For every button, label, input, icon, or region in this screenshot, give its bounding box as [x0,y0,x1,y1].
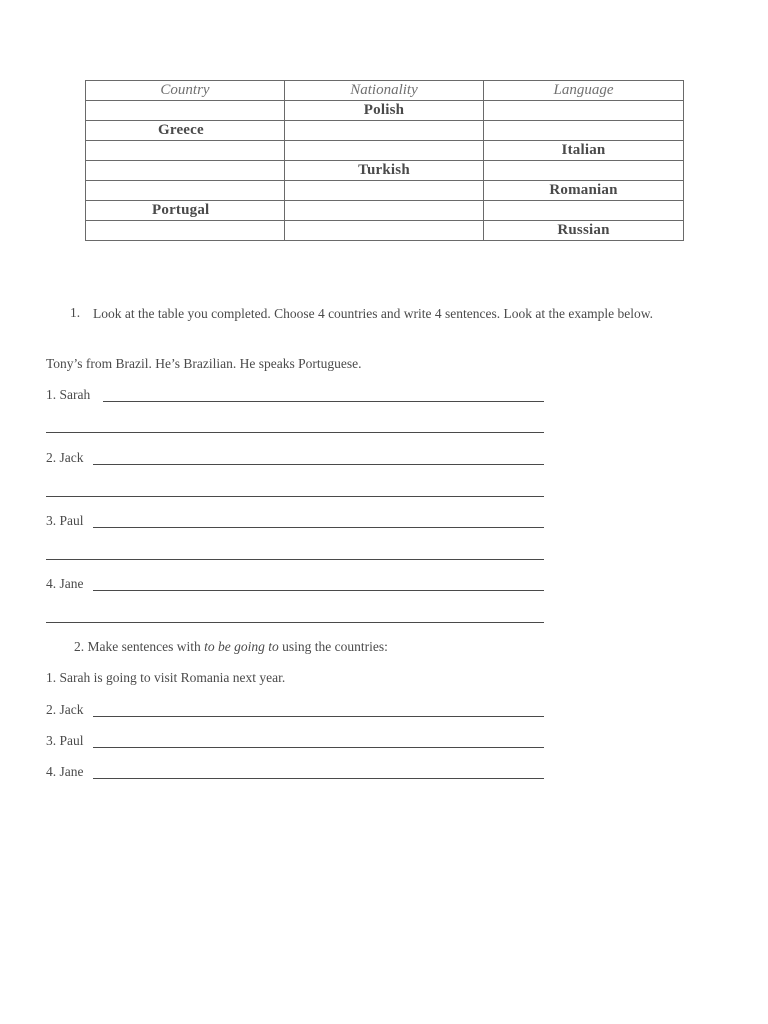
exercise-2-instruction-emphasis: to be going to [204,639,279,654]
answer-line[interactable] [46,496,544,497]
table-row [86,201,684,221]
table-row [86,101,684,121]
table-row [86,141,684,161]
header-language: Language [484,81,684,101]
answer-line[interactable] [46,432,544,433]
nationality-cell[interactable] [285,221,484,241]
exercise-1-item-label: 1. Sarah [46,387,91,402]
language-cell[interactable] [484,161,684,181]
country-cell[interactable] [86,161,285,181]
table-header-row [86,81,684,101]
exercise-1-item-label: 3. Paul [46,513,84,528]
exercise-2-item-label: 2. Jack [46,702,84,717]
header-nationality: Nationality [285,81,484,101]
language-cell[interactable] [484,121,684,141]
answer-line[interactable] [93,527,544,528]
table-row [86,121,684,141]
language-cell[interactable] [484,201,684,221]
country-cell[interactable] [86,141,285,161]
exercise-2-example: 1. Sarah is going to visit Romania next year. [46,670,286,685]
exercise-1-item-label: 2. Jack [46,450,84,465]
table-row [86,161,684,181]
country-cell[interactable] [86,101,285,121]
answer-line[interactable] [93,590,544,591]
answer-line[interactable] [103,401,544,402]
country-cell[interactable]: Portugal [86,201,285,221]
language-cell[interactable] [484,101,684,121]
exercise-1-instruction-text: Look at the table you completed. Choose 4 countries and write 4 sentences. Look at the example below. [93,306,653,321]
exercise-1-instruction [70,304,700,323]
header-country: Country [86,81,285,101]
exercise-2-item-label: 3. Paul [46,733,84,748]
language-cell[interactable]: Russian [484,221,684,241]
country-cell[interactable] [86,221,285,241]
exercise-2-item-label: 4. Jane [46,764,84,779]
exercise-1-item-label: 4. Jane [46,576,84,591]
exercise-1-example: Tony’s from Brazil. He’s Brazilian. He speaks Portuguese. [46,356,362,371]
country-cell[interactable]: Greece [86,121,285,141]
language-cell[interactable]: Italian [484,141,684,161]
language-cell[interactable]: Romanian [484,181,684,201]
nationality-cell[interactable] [285,121,484,141]
vocabulary-table [85,80,684,241]
nationality-cell[interactable]: Turkish [285,161,484,181]
nationality-cell[interactable]: Polish [285,101,484,121]
exercise-2-instruction-end: using the countries: [278,639,388,654]
nationality-cell[interactable] [285,181,484,201]
answer-line[interactable] [93,778,544,779]
nationality-cell[interactable] [285,141,484,161]
answer-line[interactable] [46,559,544,560]
answer-line[interactable] [46,622,544,623]
answer-line[interactable] [93,747,544,748]
answer-line[interactable] [93,716,544,717]
exercise-2-instruction-start: 2. Make sentences with [74,639,205,654]
nationality-cell[interactable] [285,201,484,221]
country-cell[interactable] [86,181,285,201]
exercise-2-instruction [74,638,388,656]
table-row [86,181,684,201]
exercise-1-number: 1. [70,305,81,320]
answer-line[interactable] [93,464,544,465]
table-row [86,221,684,241]
